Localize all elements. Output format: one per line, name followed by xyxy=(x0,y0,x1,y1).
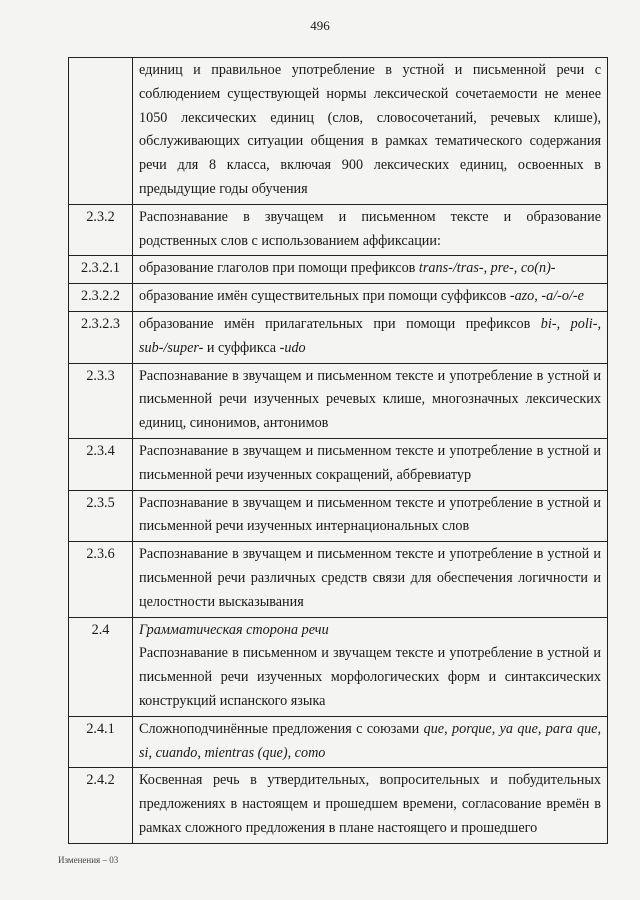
row-text xyxy=(133,311,608,363)
section-heading: Грамматическая сторона речи xyxy=(139,621,329,638)
row-body: образование имён существительных при помощи суффиксов -azo, -a/-o/-e xyxy=(139,288,584,305)
row-number: 2.4 xyxy=(69,617,133,716)
row-body: Распознавание в звучащем и письменном тексте и употребление в устной и письменной речи изученных интернациональных слов xyxy=(139,494,601,535)
row-body: образование имён прилагательных при помощи префиксов bi-, poli-, sub-/super- и суффикса -udo xyxy=(139,315,601,356)
row-number: 2.3.2.1 xyxy=(69,256,133,284)
row-number: 2.3.4 xyxy=(69,438,133,490)
row-body: образование глаголов при помощи префиксов trans-/tras-, pre-, co(n)- xyxy=(139,260,556,277)
row-text xyxy=(133,438,608,490)
table-row xyxy=(69,490,608,542)
row-body: Косвенная речь в утвердительных, вопросительных и побудительных предложениях в настоящем и прошедшем времени, согласование времён в рамках сложного предложения в плане настоящего и прошедшего xyxy=(139,772,601,836)
table-row xyxy=(69,256,608,284)
row-number: 2.4.1 xyxy=(69,716,133,768)
row-number: 2.3.2.3 xyxy=(69,311,133,363)
table-row xyxy=(69,58,608,205)
row-text xyxy=(133,284,608,312)
row-body: Распознавание в звучащем и письменном тексте и образование родственных слов с использованием аффиксации: xyxy=(139,208,601,249)
table-row xyxy=(69,716,608,768)
row-body: Распознавание в звучащем и письменном тексте и употребление в устной и письменной речи изученных сокращений, аббревиатур xyxy=(139,442,601,483)
row-number: 2.3.5 xyxy=(69,490,133,542)
curriculum-table xyxy=(68,57,608,844)
row-text xyxy=(133,58,608,205)
row-number xyxy=(69,58,133,205)
row-body: единиц и правильное употребление в устной и письменной речи с соблюдением существующей нормы лексической сочетаемости не менее 1050 лексических единиц (слов, словосочетаний, речевых клише), обслуживающих ситуации общения в рамках тематического содержания речи для 8 класса, включая 900 лексических единиц, освоенных в предыдущие годы обучения xyxy=(139,62,601,197)
row-text xyxy=(133,542,608,617)
row-text xyxy=(133,204,608,256)
row-text xyxy=(133,617,608,716)
row-number: 2.3.6 xyxy=(69,542,133,617)
table-row xyxy=(69,617,608,716)
row-text xyxy=(133,363,608,438)
row-text xyxy=(133,256,608,284)
row-body: Распознавание в письменном и звучащем тексте и употребление в устной и письменной речи изученных морфологических форм и синтаксических конструкций испанского языка xyxy=(139,645,601,709)
table-row xyxy=(69,768,608,843)
table-row xyxy=(69,311,608,363)
table-row xyxy=(69,284,608,312)
row-body: Распознавание в звучащем и письменном тексте и употребление в устной и письменной речи различных средств связи для обеспечения логичности и целостности высказывания xyxy=(139,546,601,610)
row-text xyxy=(133,768,608,843)
row-body: Распознавание в звучащем и письменном тексте и употребление в устной и письменной речи изученных речевых клише, многозначных лексических единиц, синонимов, антонимов xyxy=(139,367,601,432)
row-body: Сложноподчинённые предложения с союзами que, porque, ya que, para que, si, cuando, mientras (que), como xyxy=(139,720,602,761)
table-row xyxy=(69,363,608,438)
footer-revision: Изменения – 03 xyxy=(58,855,119,865)
row-number: 2.4.2 xyxy=(69,768,133,843)
table-row xyxy=(69,204,608,256)
table-row xyxy=(69,438,608,490)
table-row xyxy=(69,542,608,617)
row-text xyxy=(133,716,608,768)
row-number: 2.3.3 xyxy=(69,363,133,438)
row-number: 2.3.2 xyxy=(69,204,133,256)
row-text xyxy=(133,490,608,542)
row-number: 2.3.2.2 xyxy=(69,284,133,312)
page-number: 496 xyxy=(310,18,330,33)
